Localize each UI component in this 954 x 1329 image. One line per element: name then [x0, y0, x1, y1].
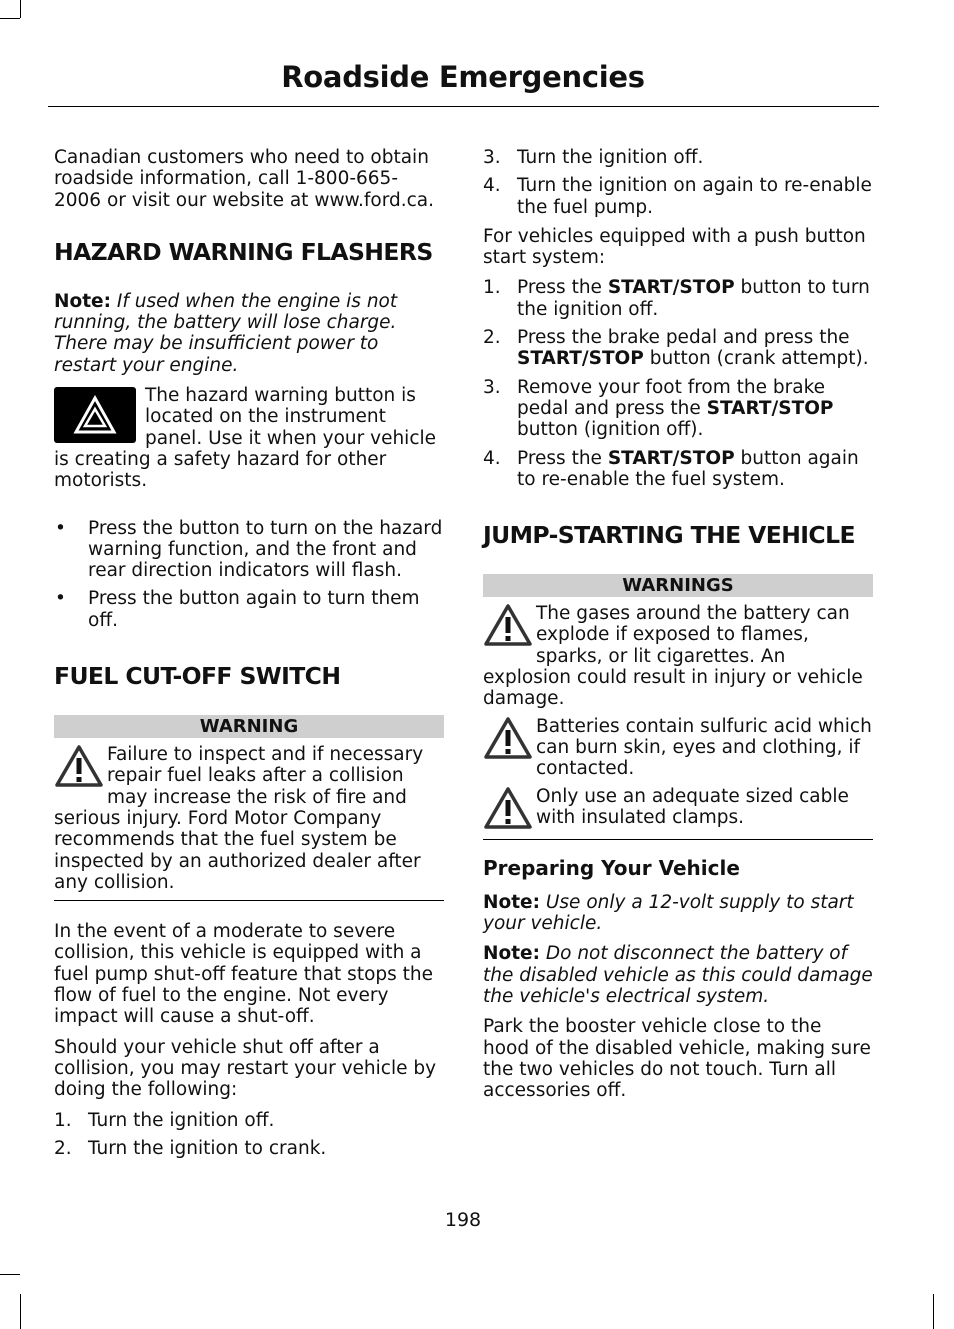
list-item [54, 518, 444, 582]
section-heading-fuel: FUEL CUT-OFF SWITCH [54, 662, 341, 691]
warning-text: Only use an adequate sized cable with insulated clamps. [536, 785, 849, 828]
note-text: Use only a 12-volt supply to start your vehicle. [483, 891, 854, 935]
bullet-marker: • [55, 517, 66, 539]
step-text: Turn the ignition off. [517, 147, 704, 168]
note-text: If used when the engine is not running, the battery will lose charge. There may be insufficient power to restart your engine. [54, 290, 398, 376]
hazard-icon-text: The hazard warning button is located on the instrument panel. Use it when your vehicle is creating a safety hazard for other motorists. [54, 385, 437, 492]
page-number: 198 [444, 1209, 482, 1231]
section-heading-jump: JUMP-STARTING THE VEHICLE [483, 521, 855, 550]
page-title: Roadside Emergencies [281, 60, 645, 94]
step-number: 1. [483, 277, 501, 299]
step-text: Press the brake pedal and press the [517, 327, 850, 349]
subsection-heading-preparing: Preparing Your Vehicle [483, 855, 740, 880]
fuel-steps-continued [483, 147, 873, 218]
warning-text: The gases around the battery can explode if exposed to flames, sparks, or lit cigarettes. An explosion could result in injury or vehicle damage. [483, 603, 863, 710]
hazard-description [54, 385, 444, 491]
step-number: 2. [54, 1137, 72, 1159]
step-text: button again to re-enable the fuel system. [517, 447, 859, 490]
step-number: 4. [483, 175, 501, 197]
left-column [54, 147, 444, 1167]
jump-warning [483, 786, 873, 832]
step-text: button (crank attempt). [643, 348, 869, 370]
jump-warning [483, 603, 873, 709]
note-label: Note: [483, 943, 540, 965]
warning-divider [483, 839, 873, 840]
hazard-bullet-list [54, 518, 444, 631]
step-number: 1. [54, 1109, 72, 1131]
note-label: Note: [54, 290, 111, 312]
crop-mark [20, 0, 21, 18]
step-number: 3. [483, 376, 501, 398]
list-item [483, 277, 873, 320]
step-text: Press the [517, 277, 608, 299]
jump-warning [483, 716, 873, 780]
fuel-steps-list [54, 1110, 444, 1160]
bullet-marker: • [55, 588, 66, 610]
crop-mark [0, 1274, 20, 1275]
list-item [483, 448, 873, 491]
button-name: START/STOP [706, 397, 834, 419]
step-text: Turn the ignition off. [88, 1109, 275, 1131]
list-item-text: Press the button again to turn them off. [88, 588, 420, 631]
crop-mark [20, 1294, 21, 1329]
warning-triangle-icon [483, 786, 533, 832]
step-text: button to turn the ignition off. [517, 277, 870, 320]
fuel-paragraph-2: Should your vehicle shut off after a collision, you may restart your vehicle by doing the following: [54, 1036, 437, 1101]
list-item [54, 588, 444, 631]
warning-divider [54, 900, 444, 901]
fuel-paragraph-1: In the event of a moderate to severe collision, this vehicle is equipped with a fuel pump shut-off feature that stops the flow of fuel to the engine. Not every impact will cause a shut-off. [54, 921, 434, 1028]
list-item [483, 377, 873, 441]
section-heading-hazard: HAZARD WARNING FLASHERS [54, 237, 433, 266]
crop-mark [933, 1294, 934, 1329]
button-name: START/STOP [517, 348, 644, 370]
prep-paragraph: Park the booster vehicle close to the hood of the disabled vehicle, making sure the two vehicles do not touch. Turn all accessories off. [483, 1016, 871, 1102]
step-number: 2. [483, 327, 501, 349]
hazard-note [54, 291, 444, 376]
right-column [483, 147, 873, 1111]
list-item [54, 1110, 444, 1131]
button-name: START/STOP [607, 447, 735, 469]
list-item [483, 175, 873, 218]
step-text: button (ignition off). [517, 419, 704, 441]
warning-text: Batteries contain sulfuric acid which can burn skin, eyes and clothing, if contacted. [536, 715, 872, 780]
step-text: Remove your foot from the brake pedal and press the [517, 376, 826, 419]
push-button-intro: For vehicles equipped with a push button start system: [483, 225, 866, 269]
step-text: Turn the ignition on again to re-enable the fuel pump. [517, 175, 872, 218]
note-text: Do not disconnect the battery of the disabled vehicle as this could damage the vehicle's electrical system. [483, 943, 873, 1008]
push-button-steps [483, 277, 873, 490]
button-name: START/STOP [607, 277, 735, 299]
header-rule [48, 106, 879, 107]
intro-paragraph: Canadian customers who need to obtain roadside information, call 1-800-665-2006 or visit our website at www.ford.ca. [54, 147, 435, 211]
list-item [54, 1138, 444, 1159]
warning-bar: WARNING [54, 715, 444, 738]
note-label: Note: [483, 891, 540, 913]
warning-triangle-icon [54, 744, 104, 790]
list-item-text: Press the button to turn on the hazard warning function, and the front and rear direction indicators will flash. [88, 517, 443, 582]
warning-text: Failure to inspect and if necessary repair fuel leaks after a collision may increase the risk of fire and serious injury. Ford Motor Company recommends that the fuel system be inspected by an authorized dealer after any collision. [54, 744, 424, 893]
step-text: Turn the ignition to crank. [88, 1137, 327, 1159]
step-number: 3. [483, 147, 501, 168]
list-item [483, 147, 873, 168]
step-number: 4. [483, 447, 501, 469]
prep-note-1 [483, 892, 873, 935]
warning-triangle-icon [483, 716, 533, 762]
list-item [483, 327, 873, 370]
warning-triangle-icon [483, 603, 533, 649]
hazard-triangle-icon [54, 387, 136, 443]
warnings-bar: WARNINGS [483, 574, 873, 597]
step-text: Press the [517, 447, 608, 469]
prep-note-2 [483, 943, 873, 1007]
fuel-warning [54, 744, 444, 893]
crop-mark [0, 18, 20, 19]
